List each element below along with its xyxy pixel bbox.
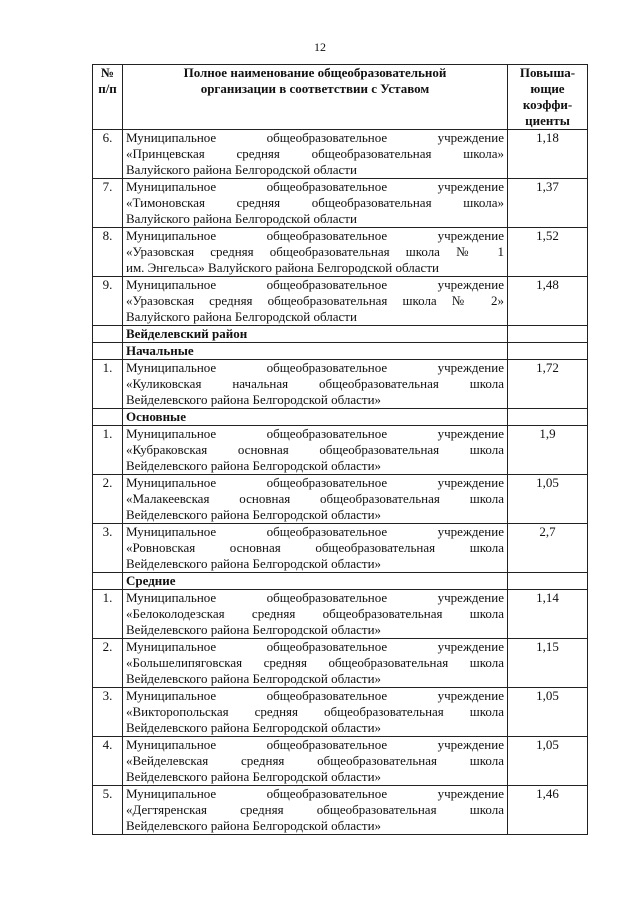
table-header-row	[93, 65, 588, 130]
coefficient-value: 1,72	[508, 360, 588, 409]
row-number: 1.	[93, 426, 123, 475]
school-name-line: «Ровновская основная общеобразовательная школа	[126, 540, 504, 555]
row-number: 3.	[93, 524, 123, 573]
table-row	[93, 179, 588, 228]
school-name-line: Муниципальное общеобразовательное учреждение	[126, 590, 504, 605]
row-number: 2.	[93, 475, 123, 524]
school-name-line: «Белоколодезская средняя общеобразовательная школа	[126, 606, 504, 621]
school-name-line: Муниципальное общеобразовательное учреждение	[126, 426, 504, 441]
district-heading-row	[93, 326, 588, 343]
header-coefficient	[508, 65, 588, 130]
row-number: 7.	[93, 179, 123, 228]
school-name-line: Муниципальное общеобразовательное учреждение	[126, 277, 504, 292]
school-name	[123, 524, 508, 573]
coefficient-value: 1,46	[508, 786, 588, 835]
school-name	[123, 737, 508, 786]
header-coef-line: циенты	[525, 113, 570, 128]
school-name-line: Муниципальное общеобразовательное учреждение	[126, 639, 504, 654]
school-name	[123, 277, 508, 326]
school-name-line: Вейделевского района Белгородской области»	[126, 622, 382, 637]
empty-cell	[508, 326, 588, 343]
school-name-line: «Малакеевская основная общеобразовательная школа	[126, 491, 504, 506]
school-name	[123, 786, 508, 835]
school-name-line: Муниципальное общеобразовательное учреждение	[126, 360, 504, 375]
school-name	[123, 475, 508, 524]
header-number-line: п/п	[98, 81, 117, 96]
section-heading-row	[93, 573, 588, 590]
table-row	[93, 130, 588, 179]
school-name-line: Вейделевского района Белгородской области»	[126, 556, 382, 571]
section-heading: Начальные	[123, 343, 508, 360]
coefficient-value: 1,05	[508, 737, 588, 786]
school-name-line: Валуйского района Белгородской области	[126, 211, 357, 226]
empty-cell	[508, 573, 588, 590]
header-name	[123, 65, 508, 130]
school-name-line: Валуйского района Белгородской области	[126, 162, 357, 177]
table-row	[93, 524, 588, 573]
school-name	[123, 590, 508, 639]
coefficient-value: 2,7	[508, 524, 588, 573]
school-name	[123, 639, 508, 688]
empty-cell	[93, 326, 123, 343]
coefficient-value: 1,15	[508, 639, 588, 688]
row-number: 6.	[93, 130, 123, 179]
section-heading-row	[93, 343, 588, 360]
school-name-line: «Уразовская средняя общеобразовательная школа № 1	[126, 244, 504, 259]
school-name-line: Вейделевского района Белгородской области»	[126, 769, 382, 784]
school-name-line: Вейделевского района Белгородской области»	[126, 392, 382, 407]
table-row	[93, 426, 588, 475]
row-number: 2.	[93, 639, 123, 688]
school-name	[123, 426, 508, 475]
school-name-line: Муниципальное общеобразовательное учреждение	[126, 688, 504, 703]
coefficient-value: 1,9	[508, 426, 588, 475]
table-row	[93, 737, 588, 786]
school-name	[123, 360, 508, 409]
coefficient-value: 1,48	[508, 277, 588, 326]
school-name-line: Вейделевского района Белгородской области»	[126, 818, 382, 833]
table-row	[93, 475, 588, 524]
school-name-line: «Викторопольская средняя общеобразовательная школа	[126, 704, 504, 719]
school-name-line: «Уразовская средняя общеобразовательная школа № 2»	[126, 293, 504, 308]
section-heading-row	[93, 409, 588, 426]
school-name-line: «Кубраковская основная общеобразовательная школа	[126, 442, 504, 457]
school-name-line: «Дегтяренская средняя общеобразовательная школа	[126, 802, 504, 817]
empty-cell	[508, 343, 588, 360]
section-heading: Средние	[123, 573, 508, 590]
school-name-line: Муниципальное общеобразовательное учреждение	[126, 786, 504, 801]
school-name-line: Муниципальное общеобразовательное учреждение	[126, 524, 504, 539]
row-number: 5.	[93, 786, 123, 835]
empty-cell	[93, 409, 123, 426]
empty-cell	[93, 343, 123, 360]
school-name-line: Вейделевского района Белгородской области»	[126, 720, 382, 735]
row-number: 8.	[93, 228, 123, 277]
coefficient-value: 1,14	[508, 590, 588, 639]
header-number	[93, 65, 123, 130]
table-row	[93, 786, 588, 835]
school-name-line: Муниципальное общеобразовательное учреждение	[126, 737, 504, 752]
school-name-line: Вейделевского района Белгородской области»	[126, 507, 382, 522]
header-name-line: организации в соответствии с Уставом	[200, 81, 430, 96]
school-name-line: Валуйского района Белгородской области	[126, 309, 357, 324]
row-number: 1.	[93, 590, 123, 639]
school-name	[123, 688, 508, 737]
empty-cell	[508, 409, 588, 426]
school-name-line: Муниципальное общеобразовательное учреждение	[126, 475, 504, 490]
table-row	[93, 590, 588, 639]
school-name-line: «Большелипяговская средняя общеобразовательная школа	[126, 655, 504, 670]
district-heading: Вейделевский район	[123, 326, 508, 343]
school-name-line: Вейделевского района Белгородской области»	[126, 458, 382, 473]
school-name-line: Муниципальное общеобразовательное учреждение	[126, 130, 504, 145]
row-number: 4.	[93, 737, 123, 786]
schools-table	[92, 64, 588, 835]
row-number: 3.	[93, 688, 123, 737]
header-coef-line: коэффи-	[522, 97, 573, 112]
school-name-line: «Вейделевская средняя общеобразовательная школа	[126, 753, 504, 768]
empty-cell	[93, 573, 123, 590]
coefficient-value: 1,05	[508, 688, 588, 737]
table-row	[93, 639, 588, 688]
row-number: 9.	[93, 277, 123, 326]
table-row	[93, 228, 588, 277]
row-number: 1.	[93, 360, 123, 409]
header-coef-line: ющие	[530, 81, 565, 96]
school-name	[123, 130, 508, 179]
school-name-line: «Куликовская начальная общеобразовательная школа	[126, 376, 504, 391]
school-name	[123, 179, 508, 228]
school-name-line: Муниципальное общеобразовательное учреждение	[126, 228, 504, 243]
school-name-line: «Тимоновская средняя общеобразовательная школа»	[126, 195, 504, 210]
table-row	[93, 688, 588, 737]
coefficient-value: 1,18	[508, 130, 588, 179]
page-number: 12	[314, 40, 326, 54]
coefficient-value: 1,05	[508, 475, 588, 524]
table-row	[93, 360, 588, 409]
section-heading: Основные	[123, 409, 508, 426]
school-name-line: Вейделевского района Белгородской области»	[126, 671, 382, 686]
header-number-line: №	[100, 65, 115, 80]
header-name-line: Полное наименование общеобразовательной	[183, 65, 447, 80]
table-row	[93, 277, 588, 326]
school-name-line: «Принцевская средняя общеобразовательная школа»	[126, 146, 504, 161]
header-coef-line: Повыша-	[519, 65, 576, 80]
school-name-line: Муниципальное общеобразовательное учреждение	[126, 179, 504, 194]
school-name	[123, 228, 508, 277]
coefficient-value: 1,52	[508, 228, 588, 277]
school-name-line: им. Энгельса» Валуйского района Белгородской области	[126, 260, 439, 275]
coefficient-value: 1,37	[508, 179, 588, 228]
